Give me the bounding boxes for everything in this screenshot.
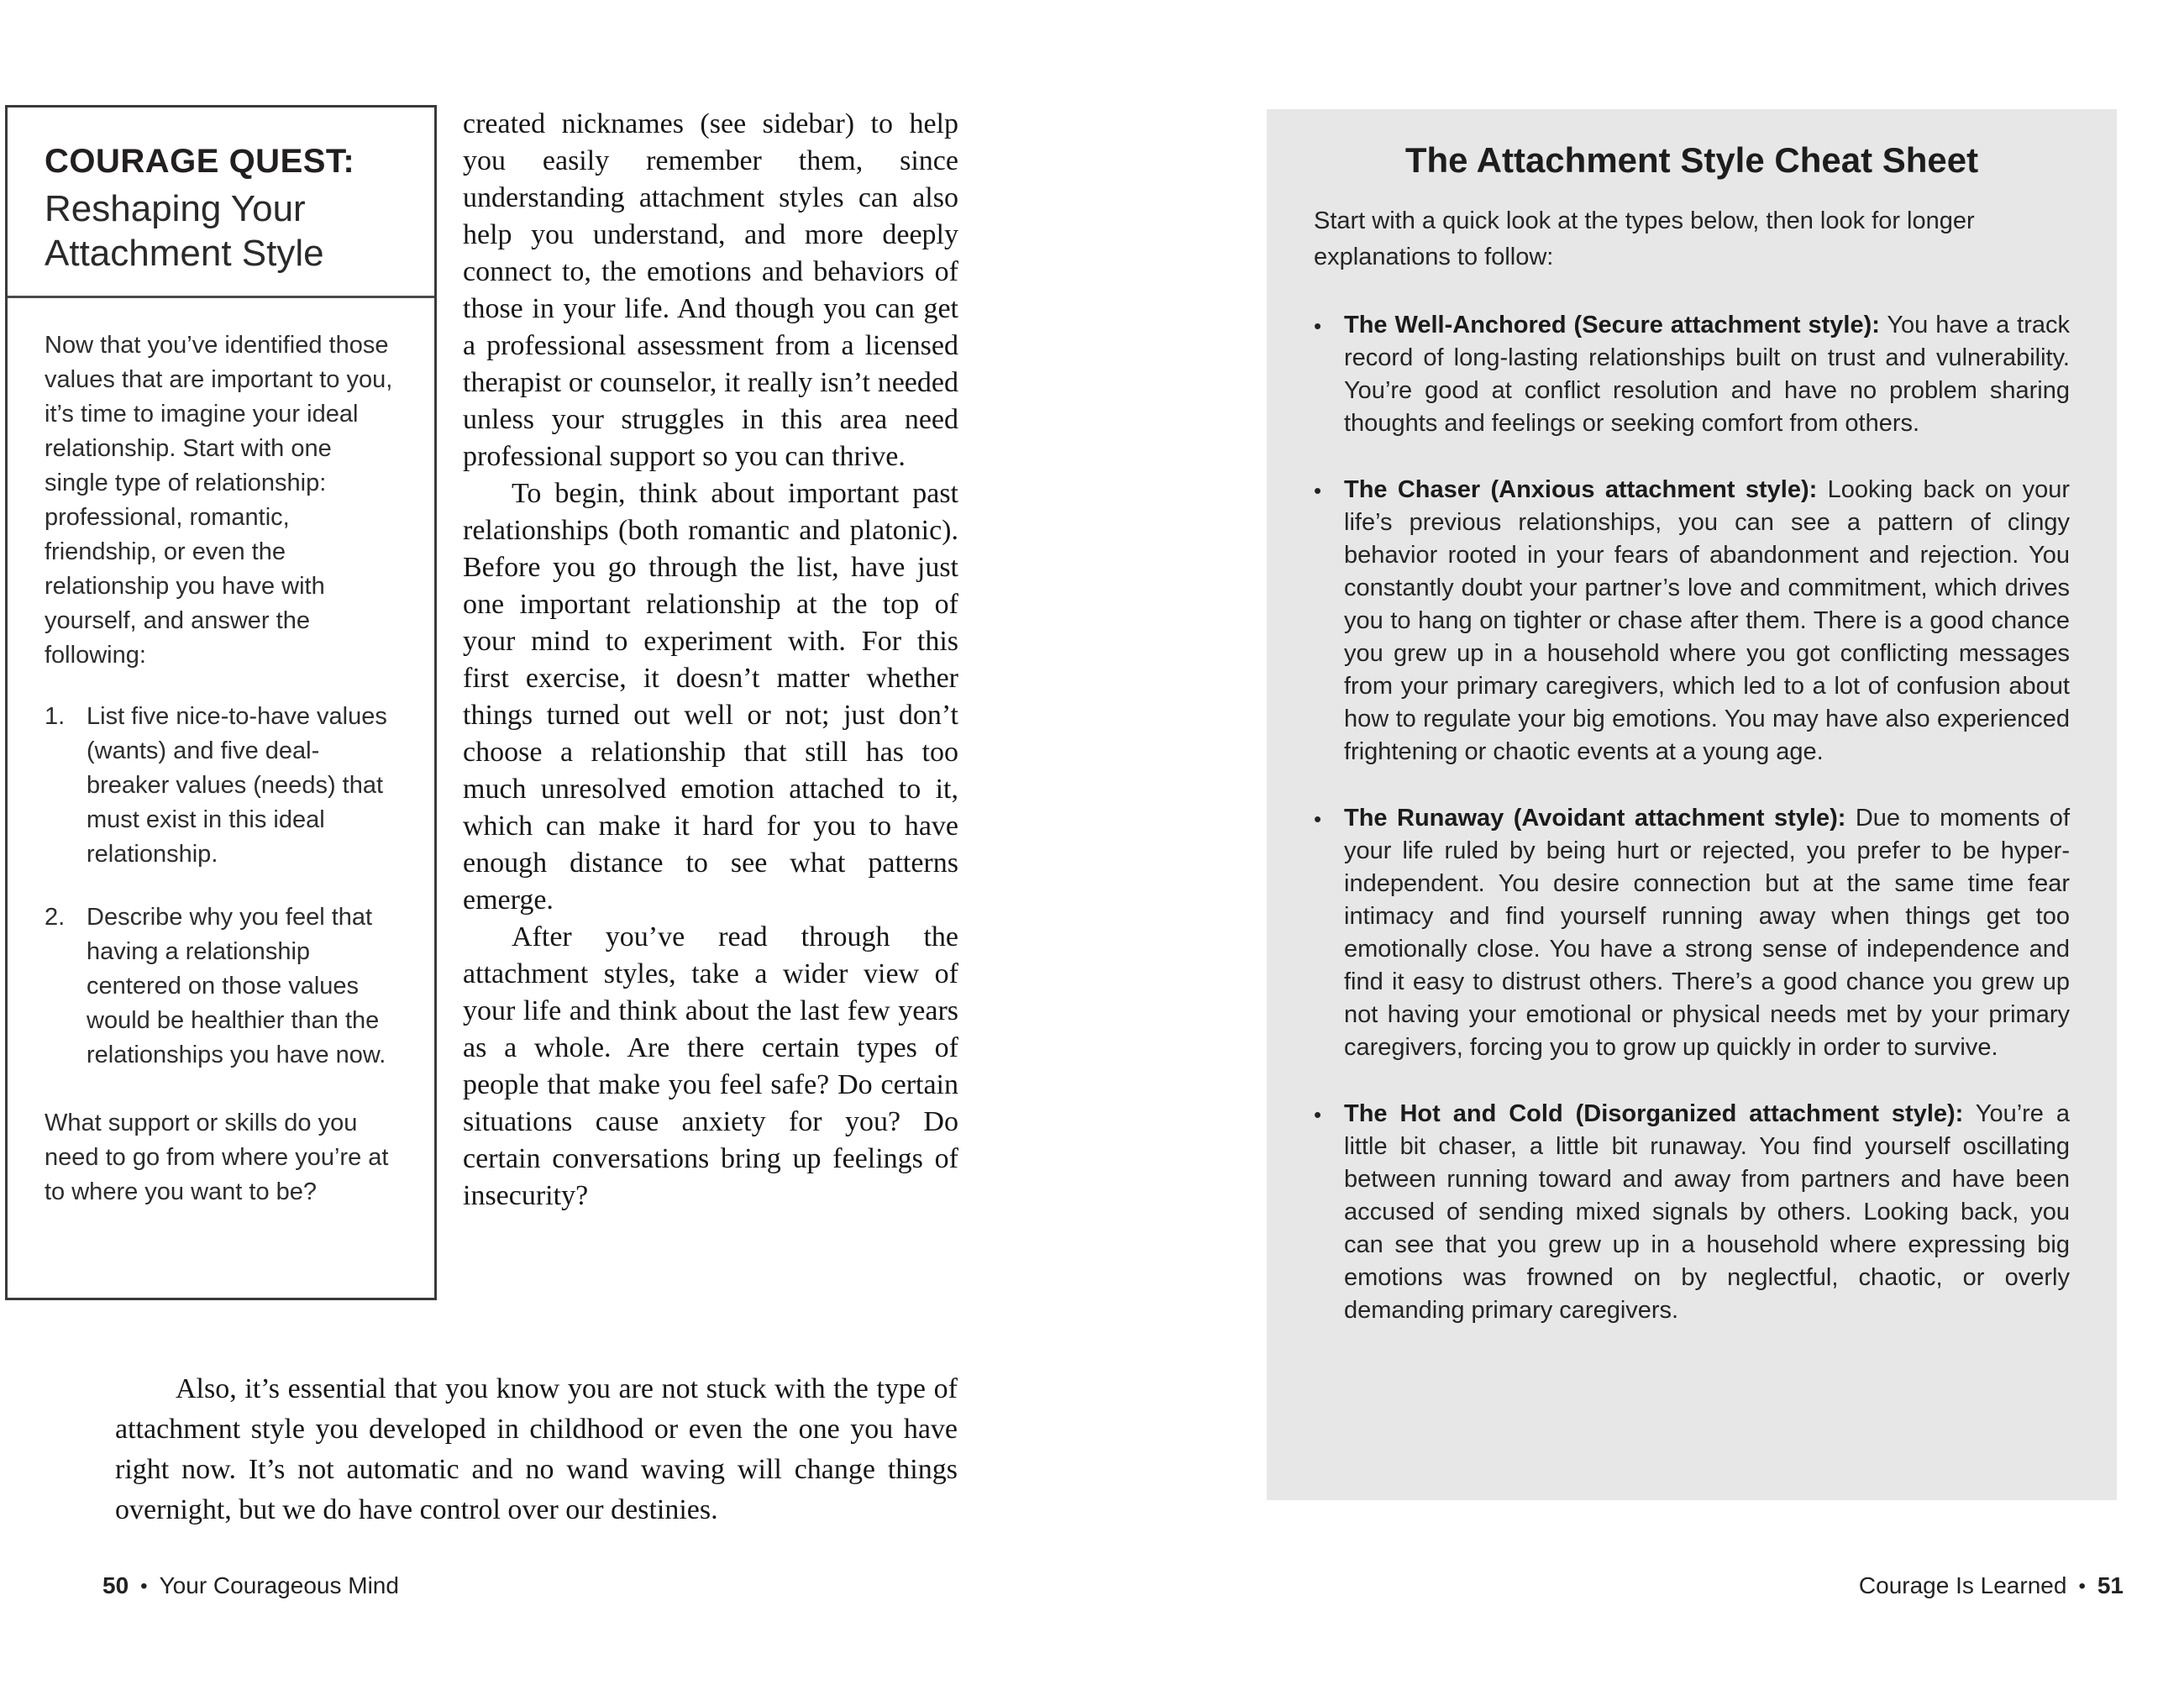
bottom-paragraph: Also, it’s essential that you know you are not stuck with the type of attachment style you developed in childhood or even the one you have right now. It’s not automatic and no wand waving will change things overnight, but we do have control over our destinies. — [115, 1373, 958, 1525]
list-item — [45, 900, 397, 1073]
cheat-sheet-title: The Attachment Style Cheat Sheet — [1404, 140, 1979, 180]
sidebar-divider — [8, 296, 434, 298]
sidebar-intro: Now that you’ve identified those values that are important to you, it’s time to imagine your ideal relationship. Start with one single type of relationship: professional, romantic, friendship, or even the relationship you have with yourself, and answer the following: — [45, 332, 393, 669]
bullet-text — [1344, 474, 2070, 769]
footer-bullet-icon: • — [140, 1575, 148, 1598]
bullet-icon: • — [1314, 806, 1322, 832]
bullet-item — [1314, 474, 2070, 769]
list-item-text: Describe why you feel that having a relationship centered on those values would be healthier than the relationships you have now. — [87, 904, 386, 1068]
bullet-item — [1314, 802, 2070, 1064]
bullet-text — [1344, 802, 2070, 1064]
style-description: Looking back on your life’s previous relationships, you can see a pattern of clingy behavior rooted in your fears of abandonment and rejection. You constantly doubt your partner’s love and commitment, which drives you to hang on tighter or chase after them. There is a good chance you grew up in a household where you got conflicting messages from your primary caregivers, which led to a lot of confusion about how to regulate your big emotions. You may have also experienced frightening or chaotic events at a young age. — [1344, 476, 2070, 765]
page-number: 50 — [102, 1572, 129, 1598]
sidebar-title: Reshaping Your Attachment Style — [45, 188, 324, 274]
left-page-footer — [102, 1572, 399, 1599]
style-description: Due to moments of your life ruled by being hurt or rejected, you prefer to be hyper-independent. You desire connection but at the same time fear intimacy and find yourself running away when things get too emotionally close. You have a strong sense of independence and find it easy to distrust others. There’s a good chance you grew up not having your emotional or physical needs met by your primary caregivers, forcing you to grow up quickly in order to survive. — [1344, 805, 2070, 1061]
running-head: Courage Is Learned — [1858, 1572, 2067, 1598]
sidebar-closing-question: What support or skills do you need to go from where you’re at to where you want to be? — [45, 1110, 389, 1205]
style-name: The Runaway (Avoidant attachment style): — [1344, 805, 1846, 832]
bullet-text — [1344, 309, 2070, 440]
sidebar-numbered-list — [45, 700, 397, 1073]
body-paragraph: created nicknames (see sidebar) to help you easily remember them, since understanding attachment styles can also help you understand, and more deeply connect to, the emotions and behaviors of those in your life. And though you can get a professional assessment from a licensed therapist or counselor, it really isn’t needed unless your struggles in this area need professional support so you can thrive. — [463, 108, 958, 472]
right-page-footer — [1859, 1572, 2124, 1599]
bullet-icon: • — [1314, 478, 1322, 503]
style-name: The Chaser (Anxious attachment style): — [1344, 476, 1818, 503]
style-description: You have a track record of long-lasting relationships built on trust and vulnerability. You’re good at conflict resolution and have no problem sharing thoughts and feelings or seeking comfort from others. — [1344, 312, 2070, 437]
cheat-sheet-bullet-list — [1314, 309, 2070, 1327]
attachment-cheat-sheet-box — [1267, 109, 2117, 1500]
running-head: Your Courageous Mind — [159, 1572, 399, 1598]
cheat-sheet-intro: Start with a quick look at the types below, then look for longer explanations to follow: — [1314, 207, 1975, 270]
bullet-icon: • — [1314, 313, 1322, 338]
bullet-item — [1314, 309, 2070, 440]
courage-quest-sidebar — [5, 105, 437, 1300]
list-item-number: 1. — [45, 703, 66, 730]
style-description: You’re a little bit chaser, a little bit runaway. You find yourself oscillating between running toward and away from partners and have been accused of sending mixed signals by others. Looking back, you can see that you grew up in a household where expressing big emotions was frowned on by neglectful, chaotic, or overly demanding primary caregivers. — [1344, 1100, 2070, 1324]
list-item — [45, 700, 397, 872]
bullet-text — [1344, 1098, 2070, 1327]
style-name: The Well-Anchored (Secure attachment style): — [1344, 312, 1880, 338]
style-name: The Hot and Cold (Disorganized attachment style): — [1344, 1100, 1964, 1127]
body-paragraph: To begin, think about important past relationships (both romantic and platonic). Before you go through the list, have just one important relationship at the top of your mind to experiment with. For this first exercise, it doesn’t matter whether things turned out well or not; just don’t choose a relationship that still has too much unresolved emotion attached to it, which can make it hard for you to have enough distance to see what patterns emerge. — [463, 478, 958, 916]
bullet-item — [1314, 1098, 2070, 1327]
list-item-text: List five nice-to-have values (wants) and five deal-breaker values (needs) that must exist in this ideal relationship. — [87, 703, 387, 868]
bullet-icon: • — [1314, 1102, 1322, 1127]
footer-bullet-icon: • — [2078, 1575, 2086, 1598]
page-number: 51 — [2097, 1572, 2124, 1598]
sidebar-kicker: COURAGE QUEST: — [45, 143, 355, 180]
main-text-column — [463, 106, 958, 1215]
sidebar-body — [45, 328, 397, 1210]
list-item-number: 2. — [45, 904, 66, 931]
body-paragraph: After you’ve read through the attachment styles, take a wider view of your life and think about the last few years as a whole. Are there certain types of people that make you feel safe? Do certain situations cause anxiety for you? Do certain conversations bring up feelings of insecurity? — [463, 921, 958, 1211]
